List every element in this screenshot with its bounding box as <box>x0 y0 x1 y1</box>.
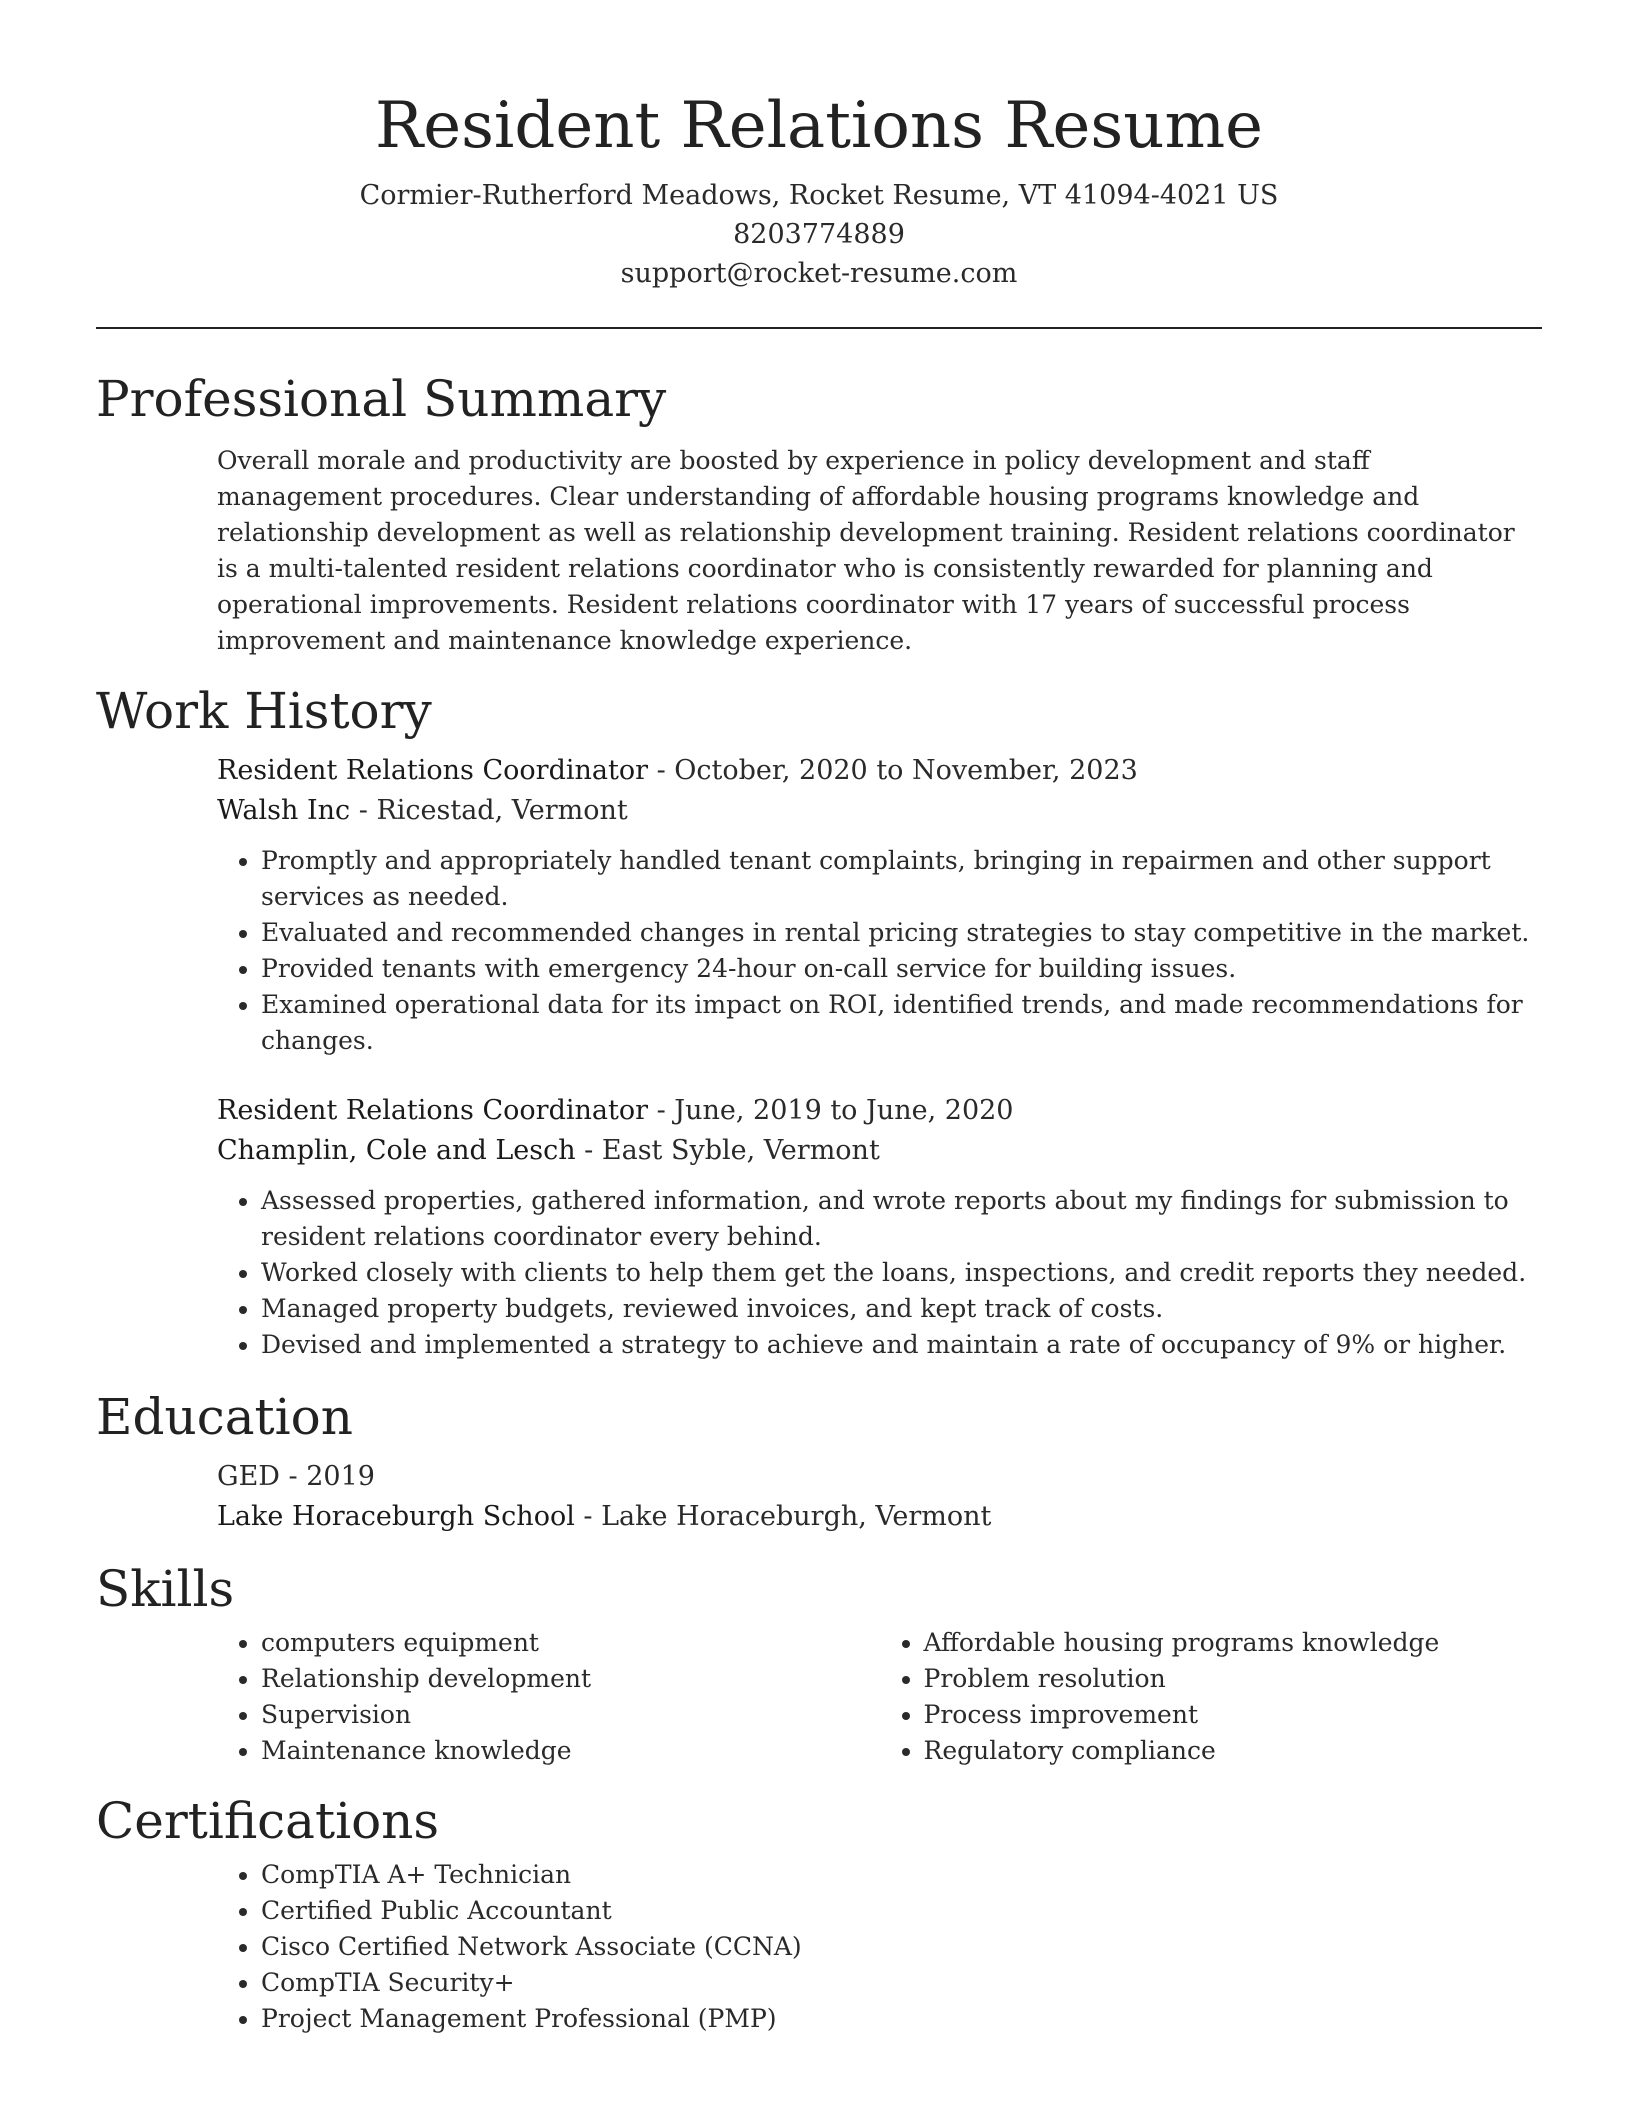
contact-phone: 8203774889 <box>733 219 905 250</box>
job-title: Resident Relations Coordinator <box>217 1095 648 1126</box>
list-item: • Supervision <box>261 1697 880 1733</box>
job-company: Champlin, Cole and Lesch <box>217 1135 576 1166</box>
list-item: • Managed property budgets, reviewed invoices, and kept track of costs. <box>261 1291 1542 1327</box>
certifications-list <box>217 1857 1542 2037</box>
job-location: - East Syble, Vermont <box>575 1135 880 1166</box>
education-section <box>96 1387 1542 1537</box>
contact-email: support@rocket-resume.com <box>620 258 1018 289</box>
job-title: Resident Relations Coordinator <box>217 755 648 786</box>
job-company-line <box>217 791 1542 831</box>
education-degree: GED - 2019 <box>217 1461 375 1492</box>
list-item: • Certified Public Accountant <box>261 1893 1542 1929</box>
section-heading-skills: Skills <box>96 1560 235 1618</box>
summary-text: Overall morale and productivity are boosted by experience in policy development and staff management procedures. Clear understanding of affordable housing programs knowledge and relationship development as well as relationship development training. Resident relations coordinator is a multi-talented resident relations coordinator who is consistently rewarded for planning and operational improvements. Resident relations coordinator with 17 years of successful process improvement and maintenance knowledge experience. <box>217 446 1515 655</box>
list-item: • Regulatory compliance <box>924 1733 1543 1769</box>
job-title-line <box>217 751 1542 791</box>
certifications-block <box>217 1857 1542 2037</box>
work-history-section <box>96 681 1542 1363</box>
contact-block <box>96 176 1542 293</box>
job-location: - Ricestad, Vermont <box>350 795 628 826</box>
education-school-line <box>217 1497 1542 1537</box>
job-title-line <box>217 1091 1542 1131</box>
education-school: Lake Horaceburgh School <box>217 1501 575 1532</box>
list-item: • Provided tenants with emergency 24-hour on-call service for building issues. <box>261 951 1542 987</box>
job-dates: - June, 2019 to June, 2020 <box>648 1095 1014 1126</box>
job-bullets <box>217 1183 1542 1363</box>
job-entry <box>217 751 1542 1059</box>
list-item: • computers equipment <box>261 1625 880 1661</box>
header-divider <box>96 327 1542 329</box>
skills-section <box>96 1559 1542 1769</box>
section-heading-summary: Professional Summary <box>96 370 667 428</box>
section-heading-education: Education <box>96 1388 353 1446</box>
education-location: - Lake Horaceburgh, Vermont <box>574 1501 992 1532</box>
list-item: • CompTIA A+ Technician <box>261 1857 1542 1893</box>
job-bullets <box>217 843 1542 1059</box>
job-company-line <box>217 1131 1542 1171</box>
list-item: • Examined operational data for its impact on ROI, identified trends, and made recommendations for changes. <box>261 987 1542 1059</box>
certifications-section <box>96 1791 1542 2037</box>
list-item: • Project Management Professional (PMP) <box>261 2001 1542 2037</box>
list-item: • Worked closely with clients to help them get the loans, inspections, and credit reports they needed. <box>261 1255 1542 1291</box>
list-item: • Problem resolution <box>924 1661 1543 1697</box>
resume-title: Resident Relations Resume <box>375 89 1263 163</box>
list-item: • Process improvement <box>924 1697 1543 1733</box>
skills-list-right <box>880 1625 1543 1769</box>
resume-header <box>96 88 1542 329</box>
list-item: • Affordable housing programs knowledge <box>924 1625 1543 1661</box>
education-entry <box>217 1457 1542 1537</box>
list-item: • Assessed properties, gathered information, and wrote reports about my findings for submission to resident relations coordinator every behind. <box>261 1183 1542 1255</box>
section-heading-work-history: Work History <box>96 682 432 740</box>
list-item: • Evaluated and recommended changes in rental pricing strategies to stay competitive in the market. <box>261 915 1542 951</box>
skills-columns <box>217 1625 1542 1769</box>
contact-address: Cormier-Rutherford Meadows, Rocket Resume, VT 41094-4021 US <box>359 180 1279 211</box>
job-dates: - October, 2020 to November, 2023 <box>648 755 1138 786</box>
list-item: • Promptly and appropriately handled tenant complaints, bringing in repairmen and other support services as needed. <box>261 843 1542 915</box>
list-item: • Devised and implemented a strategy to achieve and maintain a rate of occupancy of 9% or higher. <box>261 1327 1542 1363</box>
list-item: • Maintenance knowledge <box>261 1733 880 1769</box>
list-item: • Relationship development <box>261 1661 880 1697</box>
skills-list-left <box>217 1625 880 1769</box>
resume-page <box>96 0 1542 2037</box>
job-entry <box>217 1091 1542 1363</box>
list-item: • Cisco Certified Network Associate (CCNA) <box>261 1929 1542 1965</box>
list-item: • CompTIA Security+ <box>261 1965 1542 2001</box>
section-heading-certifications: Certifications <box>96 1792 440 1850</box>
summary-section <box>96 369 1542 659</box>
job-company: Walsh Inc <box>217 795 351 826</box>
